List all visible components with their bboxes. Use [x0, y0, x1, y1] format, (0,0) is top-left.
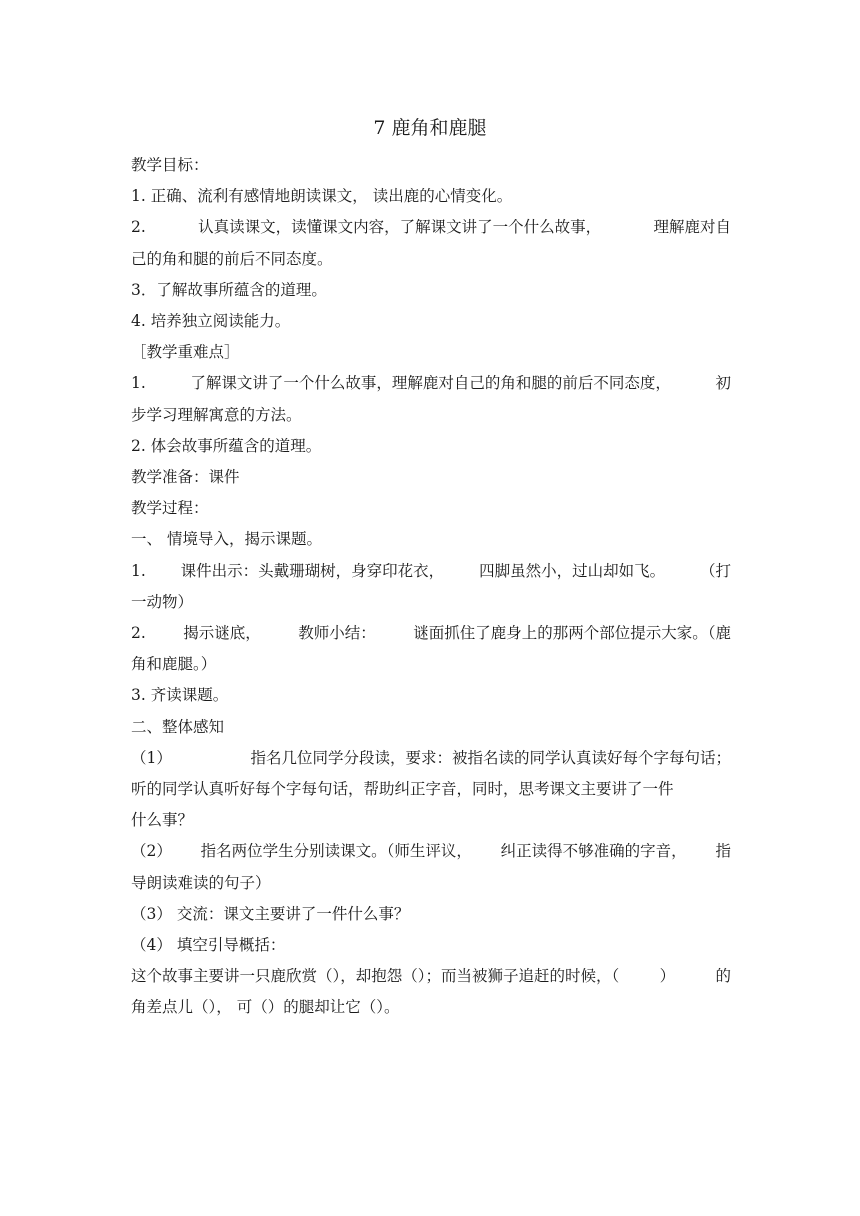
text-segment: （2）: [131, 842, 172, 861]
text-segment: 教学目标：: [131, 156, 209, 174]
text-line: [131, 556, 731, 587]
text-segment: 正确、流利有感情地朗读课文，: [150, 187, 368, 206]
text-segment: 理解鹿对自: [653, 218, 731, 237]
text-segment: 导朗读难读的句子）: [131, 873, 271, 892]
text-line: [131, 774, 731, 805]
text-line: [131, 618, 731, 649]
text-line: [131, 400, 731, 431]
text-segment: 己的角和腿的前后不同态度。: [131, 249, 333, 268]
text-segment: 二、整体感知: [131, 717, 225, 736]
text-line: [131, 212, 731, 243]
text-segment: 交流：课文主要讲了一件什么事？: [176, 904, 410, 923]
text-segment: 读出鹿的心情变化。: [372, 187, 513, 206]
text-line: [131, 805, 731, 836]
text-line: [131, 930, 731, 961]
text-segment: （3）: [131, 904, 172, 923]
text-segment: 教学过程：: [131, 499, 209, 518]
text-line: [131, 836, 731, 867]
text-segment: 纠正读得不够准确的字音，: [500, 842, 687, 861]
text-segment: 角和鹿腿。）: [131, 655, 217, 674]
text-segment: 2.: [131, 436, 146, 455]
text-segment: 教师小结：: [298, 624, 376, 643]
text-segment: （4）: [131, 936, 172, 955]
text-line: [131, 649, 731, 680]
text-segment: 3．了解故事所蕴含的道理。: [131, 280, 327, 299]
text-segment: 步学习理解寓意的方法。: [131, 405, 302, 424]
text-segment: 初: [715, 374, 731, 393]
text-line: [131, 587, 731, 618]
text-line: [131, 150, 731, 181]
text-segment: 认真读课文，读懂课文内容，了解课文讲了一个什么故事，: [198, 218, 602, 237]
text-line: [131, 244, 731, 275]
text-segment: 4.: [131, 312, 146, 331]
text-segment: 3.: [131, 686, 146, 705]
text-line: [131, 712, 731, 743]
text-line: [131, 899, 731, 930]
text-segment: ［教学重难点］: [131, 343, 240, 362]
text-segment: 2.: [131, 218, 146, 237]
text-line: [131, 524, 731, 555]
text-line: [131, 368, 731, 399]
text-segment: 一、: [131, 530, 163, 549]
text-segment: 的: [715, 967, 731, 986]
text-line: [131, 337, 731, 368]
text-line: [131, 181, 731, 212]
text-segment: 2.: [131, 624, 146, 643]
text-segment: 情境导入，揭示课题。: [166, 530, 322, 549]
page-title: 7 鹿角和鹿腿: [373, 117, 487, 139]
text-segment: 一动物）: [131, 592, 194, 611]
text-line: [131, 743, 731, 774]
text-segment: 揭示谜底，: [183, 624, 261, 643]
text-segment: ）: [659, 967, 676, 986]
text-segment: 1.: [131, 561, 146, 580]
text-segment: （1）: [131, 748, 172, 767]
document-body: [131, 150, 731, 1024]
text-line: [131, 306, 731, 337]
text-segment: 指名几位同学分段读，要求：被指名读的同学认真读好每个字每句话；: [250, 748, 731, 767]
text-segment: 了解课文讲了一个什么故事，理解鹿对自己的角和腿的前后不同态度，: [190, 374, 671, 393]
text-segment: 指名两位学生分别读课文。（师生评议，: [200, 842, 472, 861]
text-segment: 齐读课题。: [150, 686, 229, 705]
text-line: [131, 431, 731, 462]
text-segment: 谜面抓住了鹿身上的那两个部位提示大家。（鹿: [413, 624, 731, 643]
text-segment: 这个故事主要讲一只鹿欣赏（），却抱怨（）；而当被狮子追赶的时候，（: [131, 967, 620, 986]
text-segment: 可（）的腿却让它（）。: [236, 998, 400, 1017]
text-segment: 体会故事所蕴含的道理。: [150, 436, 322, 455]
text-line: [131, 992, 731, 1023]
text-segment: 角差点儿（），: [131, 998, 232, 1017]
text-line: [131, 680, 731, 711]
text-segment: 教学准备：课件: [131, 468, 240, 487]
text-segment: 四脚虽然小，过山却如飞。: [479, 561, 666, 580]
text-line: [131, 868, 731, 899]
text-segment: 什么事？: [131, 811, 194, 830]
text-segment: 1.: [131, 187, 146, 206]
text-segment: （打: [699, 561, 731, 580]
text-segment: 指: [715, 842, 731, 861]
text-segment: 听的同学认真听好每个字每句话，帮助纠正字音，同时，思考课文主要讲了一件: [131, 780, 674, 799]
text-segment: 填空引导概括：: [176, 936, 286, 955]
text-segment: 培养独立阅读能力。: [150, 312, 291, 331]
text-segment: 1.: [131, 374, 146, 393]
text-line: [131, 275, 731, 306]
text-line: [131, 961, 731, 992]
text-segment: 课件出示：头戴珊瑚树，身穿印花衣，: [180, 561, 445, 580]
text-line: [131, 462, 731, 493]
text-line: [131, 493, 731, 524]
